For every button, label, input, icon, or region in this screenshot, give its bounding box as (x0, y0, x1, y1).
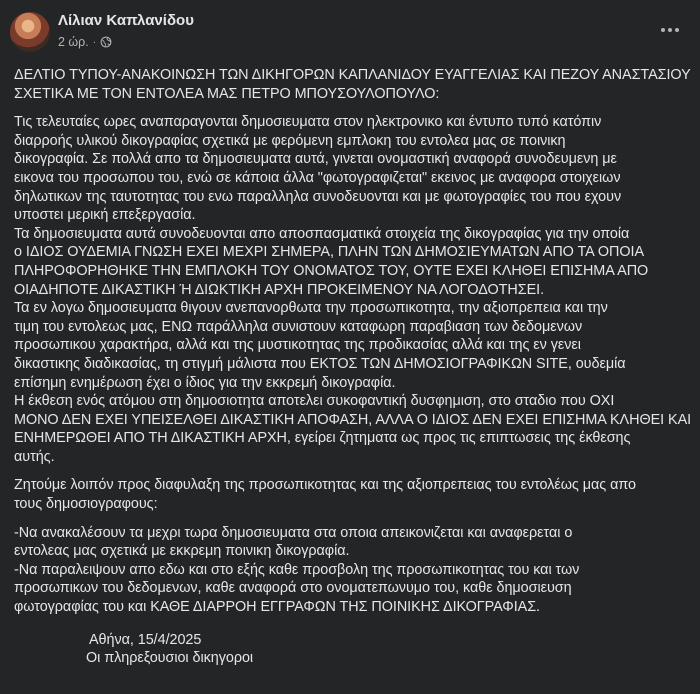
post-timestamp[interactable]: 2 ώρ. (58, 35, 89, 49)
more-options-icon (660, 27, 680, 33)
post-header (0, 0, 700, 62)
post-paragraph: -Να ανακαλέσουν τα μεχρι τωρα δημοσιευματα στα οποια απεικονιζεται και αναφερεται ο εντολεας μας σχετικά με εκκρεμη ποινικη δικογραφία. -Να παραλειψουν απο εδω και στο εξής καθε προσβολη της προσωπικοτητας του και των προσωπικων του δεδομενων, καθε αναφορά στο ονοματεπωνυμο του, καθε δημοσιευση φωτογραφίας του και ΚΑΘΕ ΔΙΑΡΡΟΗ ΕΓΓΡΑΦΩΝ ΤΗΣ ΠΟΙΝΙΚΗΣ ΔΙΚΟΓΡΑΦΙΑΣ. (14, 524, 580, 616)
author-avatar[interactable] (10, 12, 50, 52)
globe-icon[interactable] (100, 36, 112, 48)
post-meta (58, 35, 112, 49)
post-paragraph: Τις τελευταίες ωρες αναπαραγονται δημοσιευματα στον ηλεκτρονικο και έντυπο τυπό κατόπιν διαρροής υλικού δικογραφίας σχετικά με φερόμενη εμπλοκη του εντολεα μας σε ποινικη δικογραφία. Σε πολλά απο τα δημοσιευματα αυτά, γινεται ονομαστική αναφορά συνοδευμενη με εικονα του προσωπου του, ενώ σε κάποια άλλα "φωτογραφιζεται" εκεινος με αναφορα στοιχειων δηλωτικων της ταυτοτητας του ενω παραλληλα συνοδευονται και με φωτογραφίες του που εχουν υποστει μερική επεξεργασία. Τα δημοσιευματα αυτά συνοδευονται απο αποσπασματικά στοιχεία της δικογραφίας για την οποία ο ΙΔΙΟΣ ΟΥΔΕΜΙΑ ΓΝΩΣΗ ΕΧΕΙ ΜΕΧΡΙ ΣΗΜΕΡΑ, ΠΛΗΝ ΤΩΝ ΔΗΜΟΣΙΕΥΜΑΤΩΝ ΑΠΟ ΤΑ ΟΠΟΙΑ ΠΛΗΡΟΦΟΡΗΘΗΚΕ ΤΗΝ ΕΜΠΛΟΚΗ ΤΟΥ ΟΝΟΜΑΤΟΣ ΤΟΥ, ΟΥΤΕ ΕΧΕΙ ΚΛΗΘΕΙ ΕΠΙΣΗΜΑ ΑΠΟ ΟΙΑΔΗΠΟΤΕ ΔΙΚΑΣΤΙΚΗ Ή ΔΙΩΚΤΙΚΗ ΑΡΧΗ ΠΡΟΚΕΙΜΕΝΟΥ ΝΑ ΛΟΓΟΔΟΤΗΣΕΙ. Τα εν λογω δημοσιευματα θιγουν ανεπανορθωτα την προσωπικοτητα, την αξιοπρεπεια και την τιμη του εντολεως μας, ΕΝΩ παράλληλα συνιστουν καταφωρη παραβιαση των δεδομενων προσωπικου χαρακτήρα, αλλά και της μυστικοτητας της προδικασίας αλλά και της εν γενει δικαστικης διαδικασίας, τη στιγμή μάλιστα που ΕΚΤΟΣ ΤΩΝ ΔΗΜΟΣΙΟΓΡΑΦΙΚΩΝ SITE, ουδεμία επίσημη ενημέρωση έχει ο ίδιος για την εκκρεμή δικογραφία. Η έκθεση ενός ατόμου στη δημοσιοτητα αποτελει συκοφαντική δυσφημιση, στο σταδιο που ΟΧΙ ΜΟΝΟ ΔΕΝ ΕΧΕΙ ΥΠΕΙΣΕΛΘΕΙ ΔΙΚΑΣΤΙΚΗ ΑΠΟΦΑΣΗ, ΑΛΛΑ Ο ΙΔΙΟΣ ΔΕΝ ΕΧΕΙ ΕΠΙΣΗΜΑ ΚΛΗΘΕΙ ΚΑΙ ΕΝΗΜΕΡΩΘΕΙ ΑΠΟ ΤΗ ΔΙΚΑΣΤΙΚΗ ΑΡΧΗ, εγείρει ζητηματα ως προς τις επιπτωσεις της έκθεσης αυτής. (14, 114, 692, 465)
post-title: ΔΕΛΤΙΟ ΤΥΠΟΥ-ΑΝΑΚΟΙΝΩΣΗ ΤΩΝ ΔΙΚΗΓΟΡΩΝ ΚΑΠΛΑΝΙΔΟΥ ΕΥΑΓΓΕΛΙΑΣ ΚΑΙ ΠΕΖΟΥ ΑΝΑΣΤΑΣΙΟΥ ΣΧΕΤΙΚΑ ΜΕ ΤΟΝ ΕΝΤΟΛΕΑ ΜΑΣ ΠΕΤΡΟ ΜΠΟΥΣΟΥΛΟΠΟΥΛΟ: (14, 67, 691, 102)
post-paragraph: Ζητούμε λοιπόν προς διαφυλαξη της προσωπικοτητας και της αξιοπρεπειας του εντολέως μας απο τους δημοσιογραφους: (14, 477, 636, 513)
author-name[interactable]: Λίλιαν Καπλανίδου (58, 12, 194, 29)
signature-text: Οι πληρεξουσιοι δικηγοροι (86, 650, 254, 667)
post-body (14, 66, 692, 668)
signature-date: Αθήνα, 15/4/2025 (89, 631, 202, 648)
more-options-button[interactable] (656, 18, 684, 42)
meta-separator: · (92, 36, 97, 48)
